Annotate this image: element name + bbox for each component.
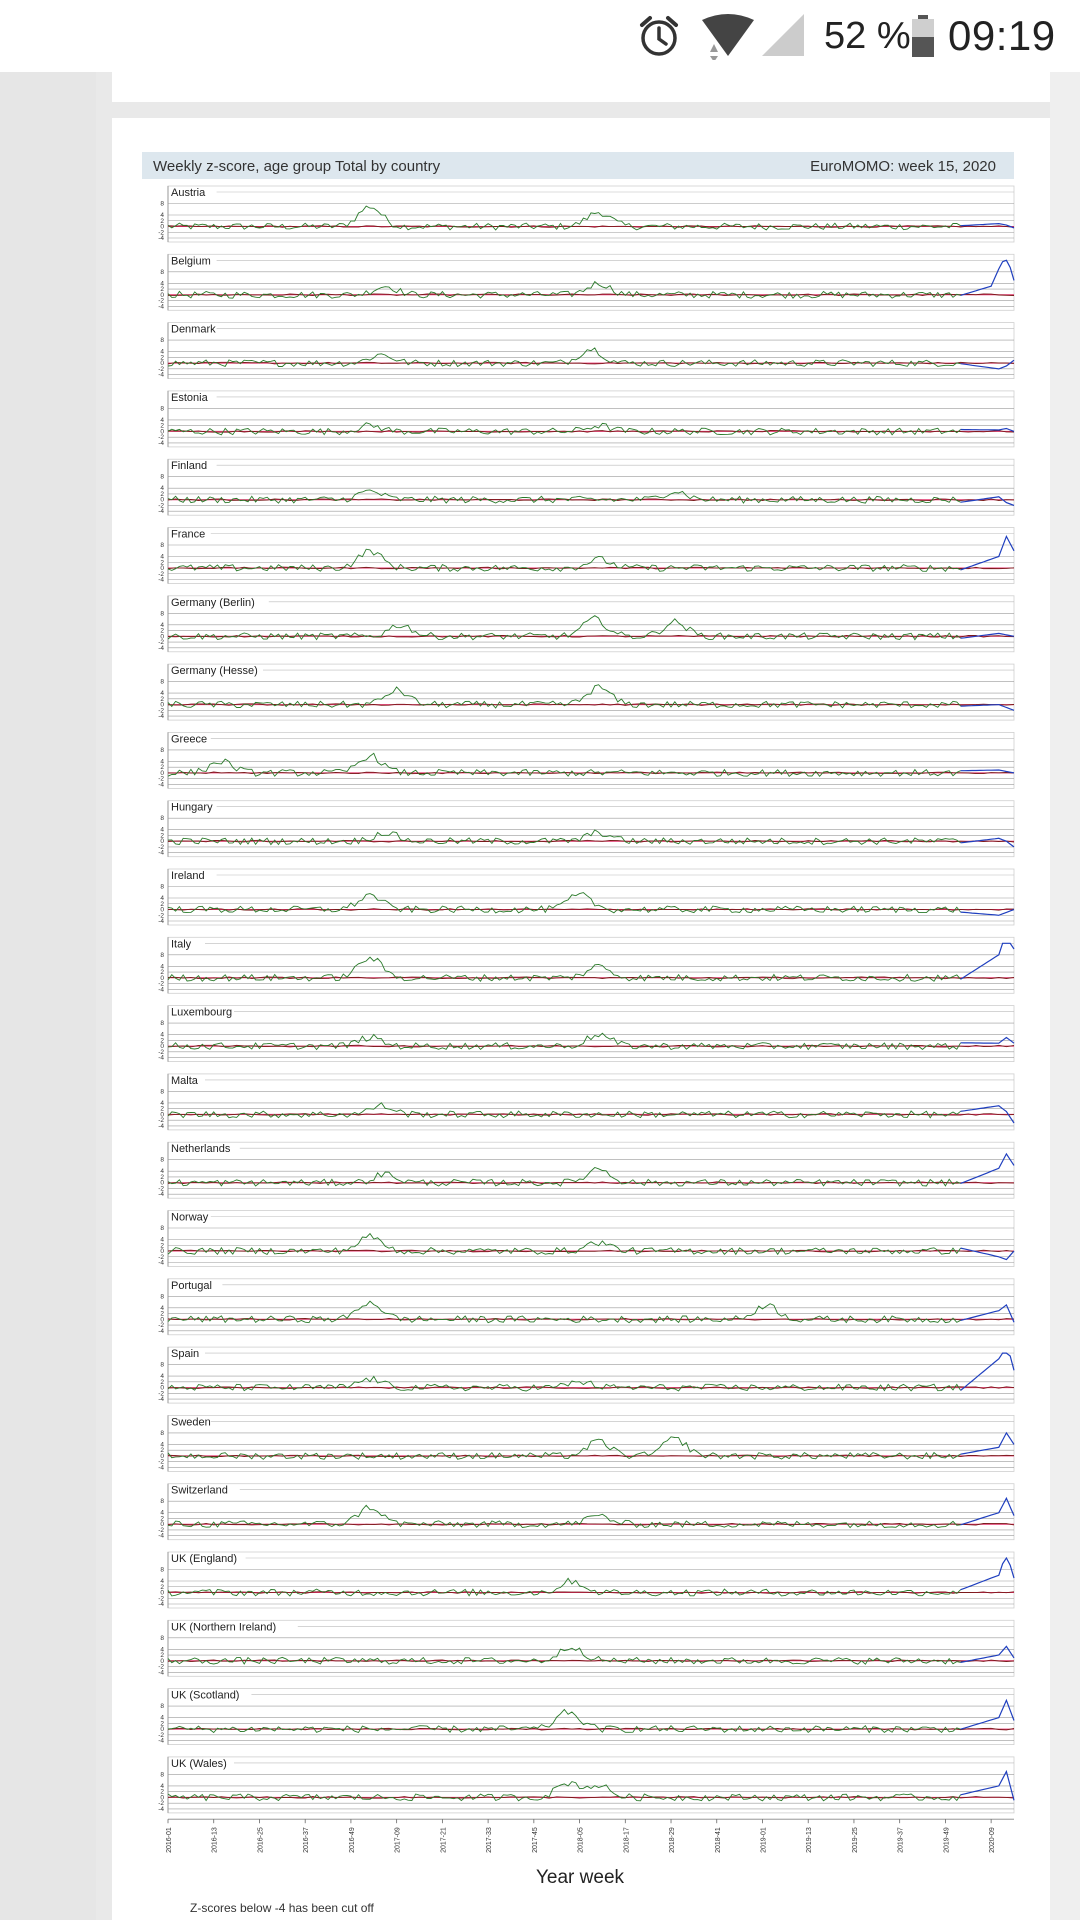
y-tick-label: -2: [158, 1731, 164, 1739]
country-panel: [158, 937, 1014, 993]
y-tick-label: -2: [158, 1800, 164, 1808]
y-tick-label: -2: [158, 502, 164, 510]
y-tick-label: 0: [160, 1452, 164, 1460]
y-tick-label: 4: [160, 690, 164, 698]
country-name: UK (England): [171, 1553, 238, 1565]
y-tick-label: 0: [160, 633, 164, 641]
y-tick-label: 4: [160, 1782, 164, 1790]
country-panel: [158, 1142, 1014, 1198]
country-name: Belgium: [171, 255, 211, 268]
y-tick-label: -2: [158, 1322, 164, 1330]
x-tick-label: 2016-49: [348, 1827, 356, 1853]
chart-subtitle: EuroMOMO: week 15, 2020: [810, 158, 996, 175]
panel-frame: [168, 664, 1014, 720]
y-tick-label: 4: [160, 1509, 164, 1517]
panel-frame: [168, 1757, 1014, 1813]
baseline-line: [168, 1592, 1014, 1594]
recent-line: [961, 1248, 1014, 1260]
y-tick-label: 2: [160, 217, 164, 225]
y-tick-label: 2: [160, 354, 164, 362]
y-tick-label: 4: [160, 1304, 164, 1312]
y-tick-label: -2: [158, 912, 164, 920]
y-tick-label: -2: [158, 1663, 164, 1671]
y-tick-label: 2: [160, 832, 164, 840]
y-tick-label: 0: [160, 428, 164, 436]
recent-line: [961, 943, 1014, 979]
y-tick-label: 0: [160, 223, 164, 231]
y-tick-label: 4: [160, 1441, 164, 1449]
y-tick-label: 8: [160, 610, 164, 618]
y-tick-label: 0: [160, 906, 164, 914]
y-tick-label: 2: [160, 1515, 164, 1523]
recent-line: [961, 1154, 1014, 1184]
panel-frame: [168, 1484, 1014, 1540]
panel-frame: [168, 1620, 1014, 1676]
y-tick-label: 0: [160, 838, 164, 846]
y-tick-label: 8: [160, 678, 164, 686]
y-tick-label: 4: [160, 1646, 164, 1654]
y-tick-label: 8: [160, 1020, 164, 1028]
y-tick-label: 2: [160, 1447, 164, 1455]
y-tick-label: 8: [160, 1498, 164, 1506]
country-panel: [158, 1211, 1014, 1267]
y-tick-label: 0: [160, 1248, 164, 1255]
observed-line: [168, 1782, 961, 1801]
country-name: Norway: [171, 1211, 209, 1224]
panel-frame: [168, 1142, 1014, 1198]
y-tick-label: 4: [160, 963, 164, 971]
y-tick-label: 4: [160, 826, 164, 834]
y-tick-label: -2: [158, 1253, 164, 1261]
x-axis: [166, 1819, 1014, 1853]
y-tick-label: 2: [160, 422, 164, 430]
country-panel: [158, 1279, 1014, 1335]
y-tick-label: -4: [158, 1601, 164, 1608]
x-tick-label: 2018-05: [577, 1827, 585, 1853]
country-name: Luxembourg: [171, 1006, 233, 1019]
y-tick-label: 0: [160, 701, 164, 709]
y-tick-label: 4: [160, 895, 164, 902]
country-name: Germany (Berlin): [171, 596, 255, 609]
y-tick-label: -4: [158, 303, 164, 311]
y-tick-label: -4: [158, 1805, 164, 1813]
y-tick-label: -2: [158, 1458, 164, 1466]
y-tick-label: 0: [160, 1657, 164, 1665]
y-tick-label: -2: [158, 707, 164, 715]
country-panel: [158, 1347, 1014, 1403]
y-tick-label: -4: [158, 986, 164, 994]
observed-line: [168, 830, 961, 845]
x-tick-label: 2016-13: [211, 1827, 219, 1853]
y-tick-label: 2: [160, 1173, 164, 1181]
y-tick-label: -2: [158, 570, 164, 578]
y-tick-label: -2: [158, 297, 164, 305]
observed-line: [168, 490, 961, 503]
y-tick-label: 0: [160, 1316, 164, 1324]
panel-frame: [168, 732, 1014, 788]
panel-frame: [168, 1074, 1014, 1130]
y-tick-label: 8: [160, 1293, 164, 1301]
y-tick-label: 2: [160, 900, 164, 908]
recent-line: [961, 360, 1014, 369]
x-tick-label: 2017-09: [394, 1827, 402, 1853]
country-name: Spain: [171, 1348, 200, 1361]
y-tick-label: 2: [160, 969, 164, 977]
recent-line: [961, 1558, 1014, 1590]
y-tick-label: -4: [158, 1464, 164, 1472]
country-panel: [158, 1689, 1014, 1745]
y-tick-label: 0: [160, 565, 164, 572]
country-panel: [158, 1415, 1014, 1471]
recent-line: [961, 1498, 1014, 1525]
country-panel: [158, 1620, 1014, 1676]
footnote: Z-scores below -4 has been cut off: [190, 1901, 374, 1915]
y-tick-label: 4: [160, 1714, 164, 1722]
y-tick-label: -4: [158, 1532, 164, 1540]
y-tick-label: -4: [158, 439, 164, 447]
y-tick-label: 2: [160, 1652, 164, 1660]
y-tick-label: 2: [160, 559, 164, 567]
country-name: Portugal: [171, 1279, 212, 1292]
country-panel: [158, 528, 1014, 584]
y-tick-label: -2: [158, 434, 164, 442]
recent-line: [961, 224, 1014, 228]
y-tick-label: -2: [158, 1595, 164, 1603]
y-tick-label: -2: [158, 1526, 164, 1534]
recent-line: [961, 1433, 1014, 1454]
country-name: Denmark: [171, 323, 216, 336]
y-tick-label: 2: [160, 1583, 164, 1591]
country-panel: [158, 1552, 1014, 1608]
panel-frame: [168, 459, 1014, 515]
recent-line: [961, 1700, 1014, 1729]
y-tick-label: 8: [160, 473, 164, 481]
y-tick-label: -2: [158, 1048, 164, 1056]
y-tick-label: 2: [160, 1310, 164, 1318]
country-name: UK (Wales): [171, 1757, 227, 1770]
country-panel: [158, 186, 1014, 242]
country-name: UK (Scotland): [171, 1689, 240, 1702]
y-tick-label: 8: [160, 1771, 164, 1779]
x-tick-label: 2016-01: [166, 1827, 173, 1853]
y-tick-label: 8: [160, 1088, 164, 1096]
panel-frame: [168, 596, 1014, 652]
y-tick-label: 0: [160, 769, 164, 777]
y-tick-label: 0: [160, 1521, 164, 1529]
panel-frame: [168, 869, 1014, 925]
recent-line: [961, 1353, 1014, 1390]
y-tick-label: 0: [160, 974, 164, 982]
country-name: Finland: [171, 460, 208, 473]
x-tick-label: 2018-29: [669, 1827, 676, 1853]
y-tick-label: 8: [160, 746, 164, 754]
y-tick-label: -2: [158, 229, 164, 237]
country-panel: [158, 596, 1014, 652]
recent-line: [961, 260, 1014, 295]
y-tick-label: 2: [160, 1788, 164, 1796]
y-tick-label: 4: [160, 758, 164, 766]
y-tick-label: 2: [160, 490, 164, 498]
country-name: Germany (Hesse): [171, 665, 258, 678]
y-tick-label: 4: [160, 212, 164, 219]
country-name: Malta: [171, 1074, 198, 1087]
country-name: UK (Northern Ireland): [171, 1621, 277, 1634]
country-panel: [158, 732, 1014, 788]
country-panel: [158, 1006, 1014, 1062]
y-tick-label: 8: [160, 883, 164, 891]
y-tick-label: 8: [160, 1225, 164, 1232]
y-tick-label: 4: [160, 1099, 164, 1107]
panel-frame: [168, 1689, 1014, 1745]
y-tick-label: 2: [160, 1242, 164, 1250]
y-tick-label: 0: [160, 1726, 164, 1734]
y-tick-label: -4: [158, 1122, 164, 1130]
country-panel: [158, 869, 1014, 925]
y-tick-label: -2: [158, 1185, 164, 1193]
y-tick-label: 8: [160, 1429, 164, 1437]
y-tick-label: -4: [158, 1669, 164, 1677]
y-tick-label: 4: [160, 553, 164, 561]
y-tick-label: -2: [158, 1390, 164, 1398]
country-panel: [158, 254, 1014, 310]
y-tick-label: -2: [158, 1117, 164, 1125]
country-name: France: [171, 528, 206, 541]
country-name: Austria: [171, 187, 206, 199]
battery-percentage: 52 %: [824, 14, 911, 57]
y-tick-label: 0: [160, 1589, 164, 1597]
y-tick-label: -4: [158, 576, 164, 584]
clock: 09:19: [948, 12, 1056, 59]
y-tick-label: -2: [158, 843, 164, 851]
y-tick-label: 0: [160, 1794, 164, 1802]
y-tick-label: 8: [160, 542, 164, 549]
y-tick-label: 0: [160, 496, 164, 504]
y-tick-label: 4: [160, 621, 164, 629]
y-tick-label: 4: [160, 280, 164, 288]
y-tick-label: -4: [158, 1054, 164, 1062]
y-tick-label: 8: [160, 337, 164, 345]
recent-line: [961, 910, 1014, 916]
country-panel: [158, 1484, 1014, 1540]
y-tick-label: 2: [160, 695, 164, 703]
observed-line: [168, 1648, 961, 1664]
y-tick-label: -4: [158, 1396, 164, 1404]
y-tick-label: 4: [160, 1578, 164, 1585]
y-tick-label: 4: [160, 1373, 164, 1381]
y-tick-label: 8: [160, 1566, 164, 1574]
y-tick-label: -2: [158, 639, 164, 647]
y-tick-label: 2: [160, 1378, 164, 1386]
x-tick-label: 2020-09: [989, 1827, 997, 1853]
y-tick-label: 8: [160, 1703, 164, 1711]
country-panel: [158, 801, 1014, 857]
y-tick-label: 8: [160, 200, 164, 208]
x-tick-label: 2017-21: [440, 1827, 448, 1853]
y-tick-label: 4: [160, 416, 164, 424]
y-tick-label: -4: [158, 849, 164, 857]
y-tick-label: 8: [160, 268, 164, 276]
y-tick-label: -2: [158, 365, 164, 373]
y-tick-label: -2: [158, 775, 164, 783]
chart-title: Weekly z-score, age group Total by country: [153, 158, 441, 175]
x-axis-title: Year week: [535, 1867, 625, 1888]
y-tick-label: -4: [158, 1737, 164, 1745]
observed-line: [168, 282, 961, 299]
y-tick-label: -4: [158, 235, 164, 242]
y-tick-label: 4: [160, 485, 164, 493]
panel-frame: [168, 391, 1014, 447]
panel-frame: [168, 1006, 1014, 1062]
observed-line: [168, 423, 961, 435]
panel-frame: [168, 1552, 1014, 1608]
x-tick-label: 2018-41: [714, 1827, 722, 1853]
y-tick-label: 0: [160, 1179, 164, 1187]
y-tick-label: 2: [160, 1720, 164, 1728]
recent-line: [961, 536, 1014, 570]
country-panel: [158, 323, 1014, 379]
x-tick-label: 2019-49: [943, 1827, 951, 1853]
country-name: Greece: [171, 733, 208, 746]
country-name: Switzerland: [171, 1484, 228, 1497]
country-panel: [158, 1074, 1014, 1130]
y-tick-label: 4: [160, 348, 164, 356]
y-tick-label: 2: [160, 286, 164, 294]
x-tick-label: 2017-33: [486, 1827, 494, 1853]
y-tick-label: 0: [160, 1043, 164, 1051]
x-tick-label: 2019-25: [851, 1827, 859, 1853]
x-tick-label: 2019-13: [806, 1827, 814, 1853]
y-tick-label: 4: [160, 1031, 164, 1039]
panel-frame: [168, 186, 1014, 242]
panel-frame: [168, 1211, 1014, 1267]
y-tick-label: 2: [160, 627, 164, 635]
y-tick-label: -2: [158, 980, 164, 988]
panel-frame: [168, 937, 1014, 993]
y-tick-label: -4: [158, 918, 164, 925]
y-tick-label: 0: [160, 291, 164, 299]
y-tick-label: 8: [160, 815, 164, 823]
y-tick-label: 8: [160, 405, 164, 413]
y-tick-label: -4: [158, 713, 164, 721]
y-tick-label: 0: [160, 1384, 164, 1392]
panel-frame: [168, 254, 1014, 310]
panel-frame: [168, 1415, 1014, 1471]
x-tick-label: 2016-25: [257, 1827, 265, 1853]
x-tick-label: 2019-01: [760, 1827, 768, 1853]
observed-line: [168, 1103, 961, 1118]
y-tick-label: 2: [160, 1037, 164, 1045]
country-panel: [158, 664, 1014, 720]
y-tick-label: -4: [158, 371, 164, 379]
recent-line: [961, 838, 1014, 847]
country-panel: [158, 391, 1014, 447]
recent-line: [961, 1646, 1014, 1662]
y-tick-label: -4: [158, 781, 164, 789]
country-name: Ireland: [171, 870, 205, 882]
y-tick-label: 8: [160, 951, 164, 959]
x-tick-label: 2017-45: [531, 1827, 539, 1853]
country-name: Hungary: [171, 801, 213, 814]
panel-frame: [168, 1279, 1014, 1335]
y-tick-label: 4: [160, 1168, 164, 1176]
y-tick-label: 8: [160, 1156, 164, 1164]
x-tick-label: 2018-17: [623, 1827, 631, 1853]
panel-frame: [168, 528, 1014, 584]
panel-frame: [168, 1347, 1014, 1403]
y-tick-label: -4: [158, 1191, 164, 1199]
country-panel: [158, 1757, 1014, 1813]
y-tick-label: 8: [160, 1634, 164, 1642]
country-name: Italy: [171, 938, 192, 951]
country-name: Netherlands: [171, 1143, 231, 1156]
y-tick-label: 4: [160, 1236, 164, 1244]
y-tick-label: -4: [158, 644, 164, 652]
x-tick-label: 2016-37: [303, 1827, 311, 1853]
x-tick-label: 2019-37: [897, 1827, 905, 1853]
recent-line: [961, 497, 1014, 506]
y-tick-label: 0: [160, 1111, 164, 1119]
panel-frame: [168, 801, 1014, 857]
y-tick-label: 2: [160, 764, 164, 772]
y-tick-label: 0: [160, 360, 164, 368]
y-tick-label: 8: [160, 1361, 164, 1369]
country-panel: [158, 459, 1014, 515]
country-name: Sweden: [171, 1416, 211, 1429]
country-name: Estonia: [171, 391, 208, 404]
y-tick-label: -4: [158, 1327, 164, 1335]
y-tick-label: 2: [160, 1105, 164, 1113]
y-tick-label: -4: [158, 508, 164, 516]
y-tick-label: -4: [158, 1259, 164, 1267]
